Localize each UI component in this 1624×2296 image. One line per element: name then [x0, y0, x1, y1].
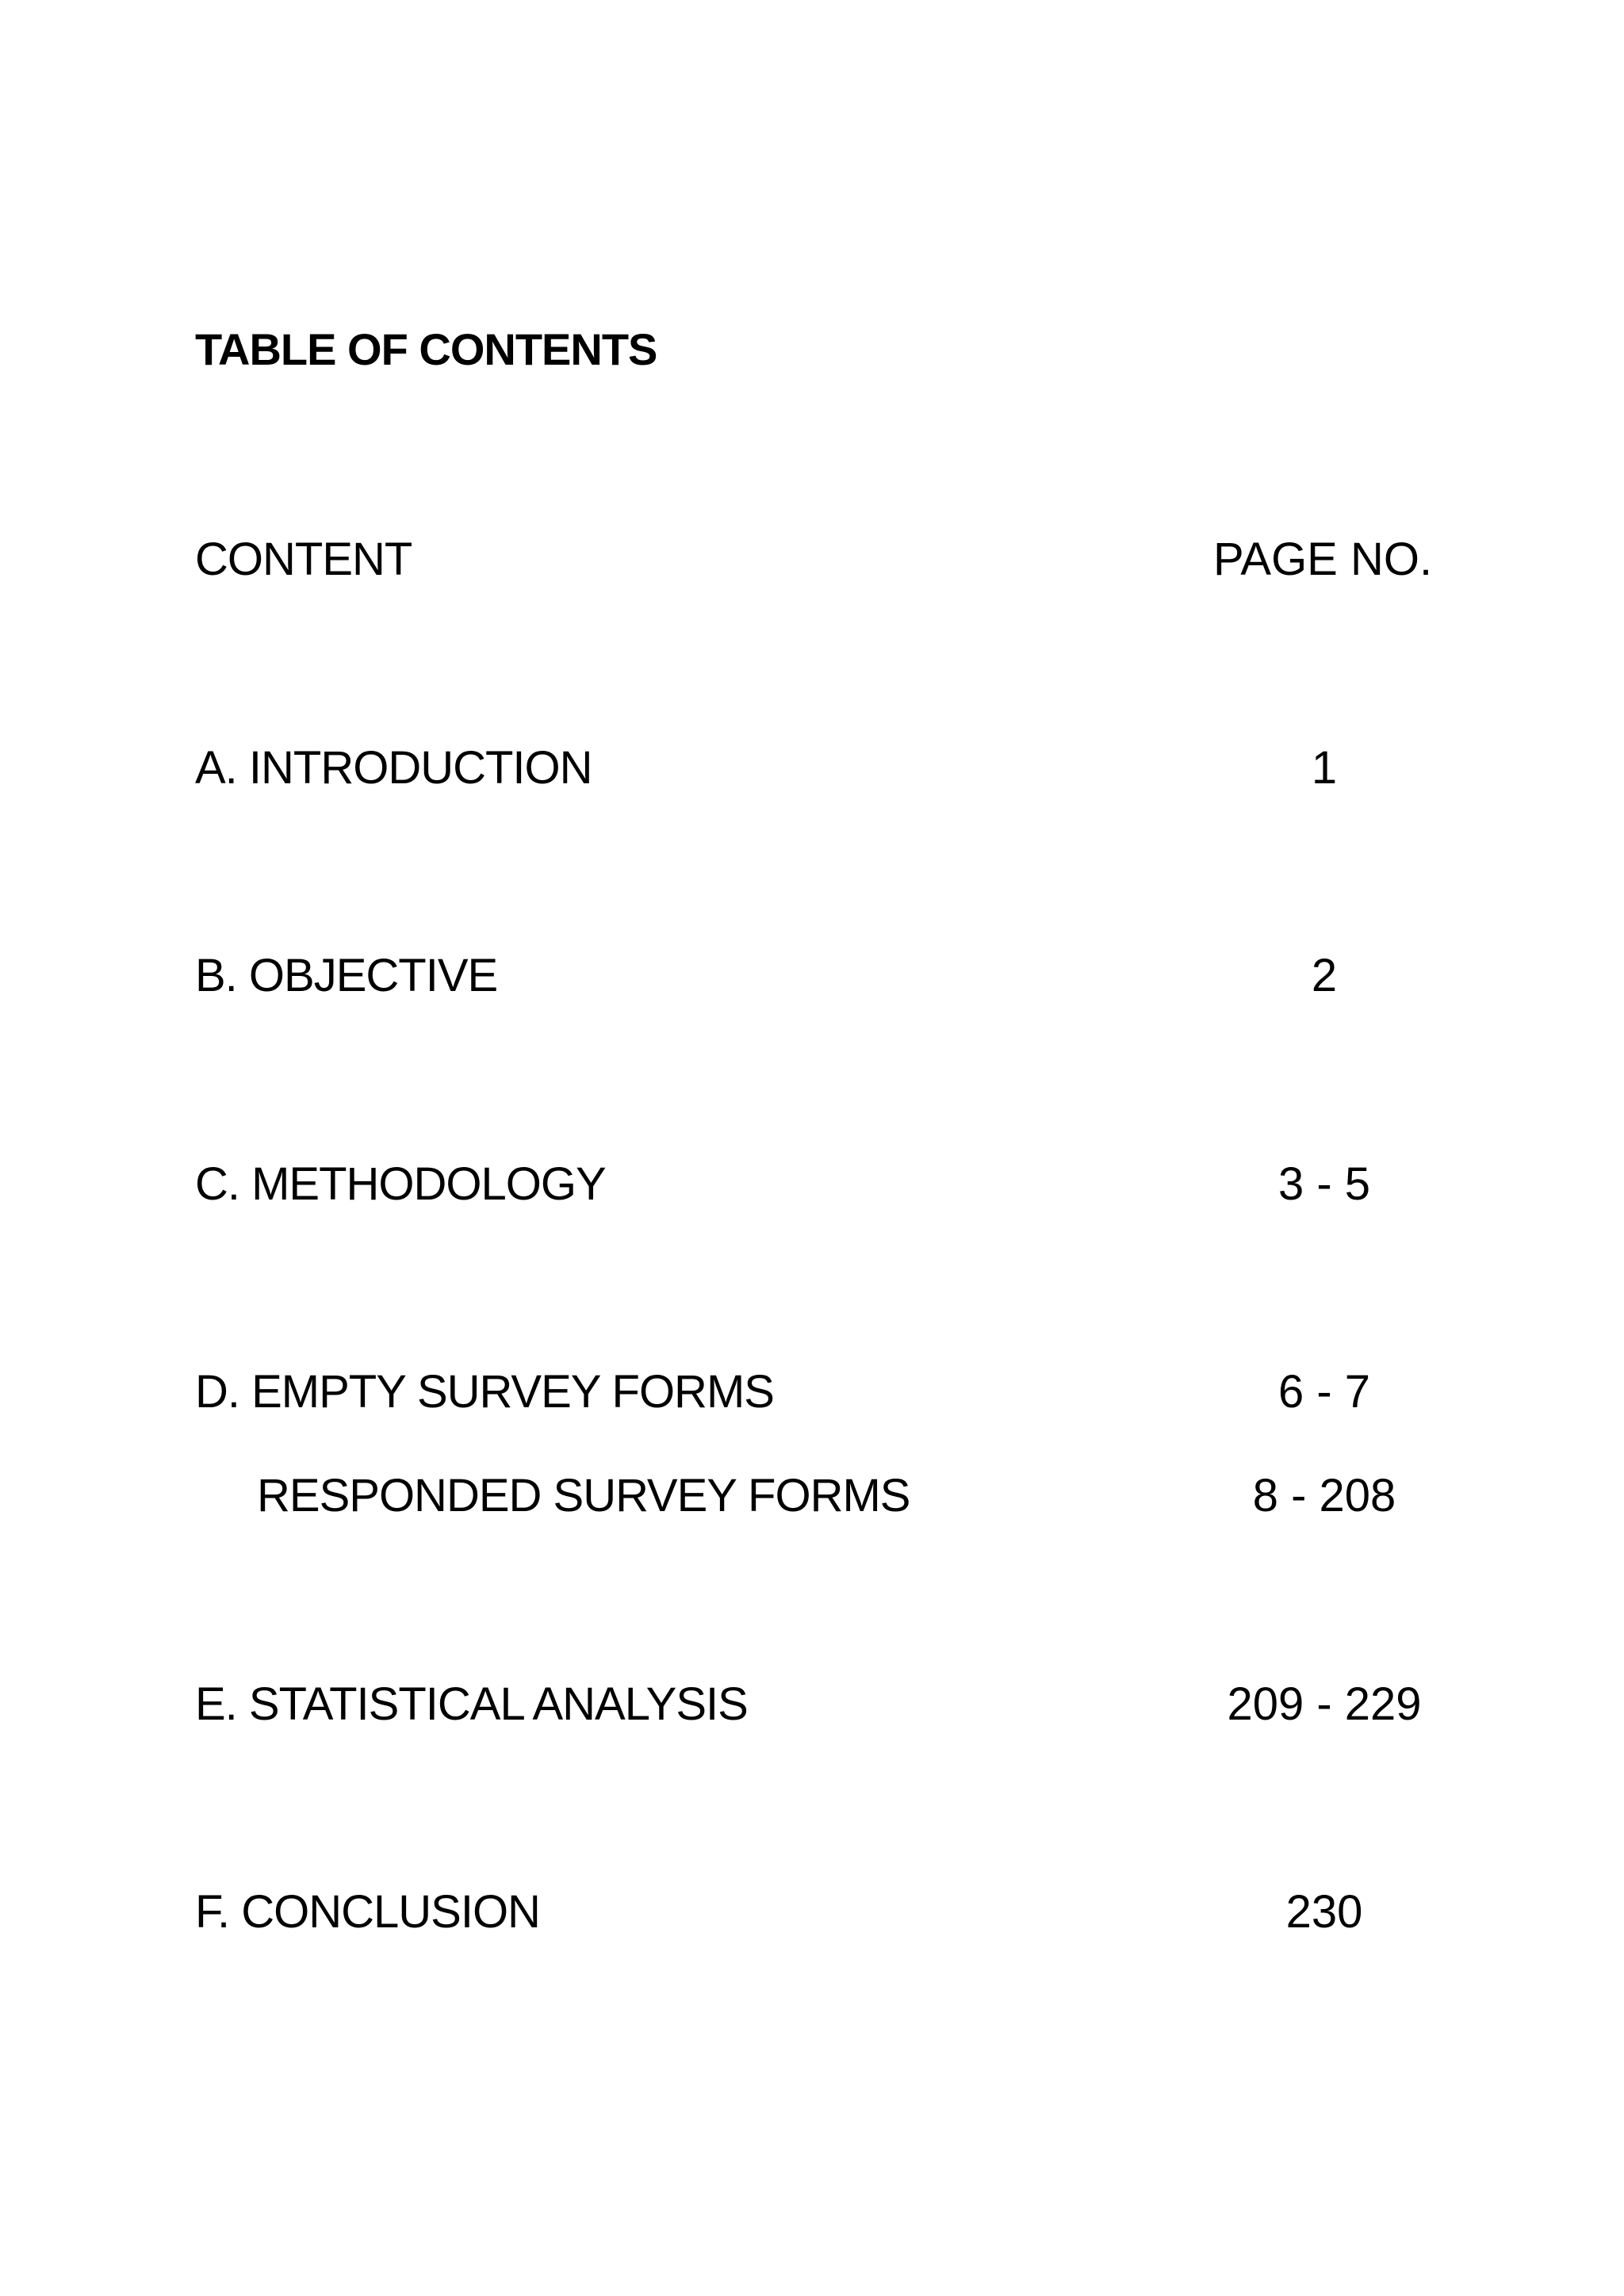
toc-entry-pages: 230 [1285, 1886, 1363, 1938]
toc-entry-empty-survey-forms [0, 1365, 1624, 1429]
toc-entry-pages: 2 [1311, 950, 1338, 1001]
toc-entry-methodology [0, 1158, 1624, 1221]
toc-entry-introduction [0, 741, 1624, 805]
toc-entry-label: F. CONCLUSION [195, 1886, 540, 1938]
toc-entry-pages: 6 - 7 [1277, 1366, 1371, 1418]
toc-entry-pages: 8 - 208 [1252, 1470, 1396, 1521]
toc-entry-pages: 209 - 229 [1227, 1678, 1422, 1730]
toc-entry-label: C. METHODOLOGY [195, 1158, 606, 1210]
toc-entry-pages: 3 - 5 [1277, 1158, 1371, 1210]
toc-entry-pages: 1 [1311, 742, 1338, 794]
page-title: TABLE OF CONTENTS [195, 324, 657, 374]
content-column-header: CONTENT [195, 534, 412, 585]
toc-entry-label: D. EMPTY SURVEY FORMS [195, 1366, 774, 1418]
toc-entry-statistical-analysis [0, 1678, 1624, 1741]
toc-entry-label: A. INTRODUCTION [195, 742, 592, 794]
page-number-column-header: PAGE NO. [1213, 534, 1433, 585]
toc-entry-objective [0, 949, 1624, 1012]
toc-header-row [0, 533, 1624, 596]
toc-entry-label: B. OBJECTIVE [195, 950, 498, 1001]
toc-entry-label: RESPONDED SURVEY FORMS [257, 1470, 910, 1521]
toc-entry-responded-survey-forms [0, 1469, 1624, 1533]
toc-entry-label: E. STATISTICAL ANALYSIS [195, 1678, 748, 1730]
toc-entry-conclusion [0, 1885, 1624, 1949]
